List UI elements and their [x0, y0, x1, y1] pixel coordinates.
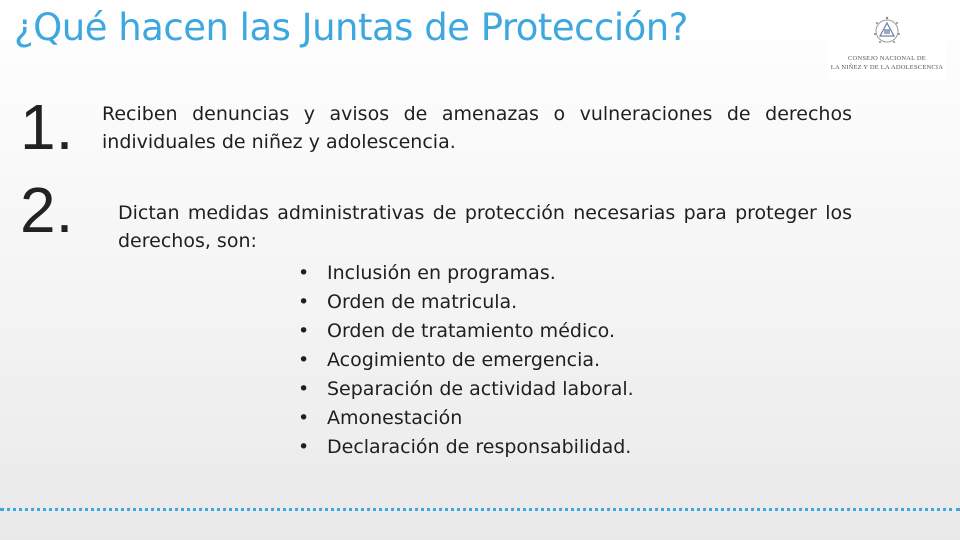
measures-list [298, 259, 634, 462]
bullet-icon: • [298, 291, 310, 313]
slide-title: ¿Qué hacen las Juntas de Protección? [14, 6, 688, 49]
coat-of-arms-icon [828, 10, 946, 54]
bullet-icon: • [298, 349, 310, 371]
list-item: • Declaración de responsabilidad. [298, 433, 634, 462]
bullet-icon: • [298, 320, 310, 342]
list-item: • Amonestación [298, 404, 634, 433]
list-item: • Acogimiento de emergencia. [298, 346, 634, 375]
list-item: • Inclusión en programas. [298, 259, 634, 288]
dotted-divider [0, 508, 960, 511]
item-one-text: Reciben denuncias y avisos de amenazas o vulneraciones de derechos individuales de niñez y adolescencia. [102, 103, 852, 153]
logo-text-line2: LA NIÑEZ Y DE LA ADOLESCENCIA [830, 64, 944, 71]
bullet-icon: • [298, 262, 310, 284]
number-one: 1. [20, 91, 74, 163]
list-item: • Separación de actividad laboral. [298, 375, 634, 404]
item-two-text: Dictan medidas administrativas de protección necesarias para proteger los derechos, son: [118, 202, 852, 252]
list-item: • Orden de tratamiento médico. [298, 317, 634, 346]
bullet-icon: • [298, 436, 310, 458]
list-item: • Orden de matricula. [298, 288, 634, 317]
bullet-icon: • [298, 407, 310, 429]
bullet-icon: • [298, 378, 310, 400]
logo-text-line1: CONSEJO NACIONAL DE [848, 55, 926, 62]
number-two: 2. [20, 174, 74, 246]
conna-logo [828, 10, 946, 80]
